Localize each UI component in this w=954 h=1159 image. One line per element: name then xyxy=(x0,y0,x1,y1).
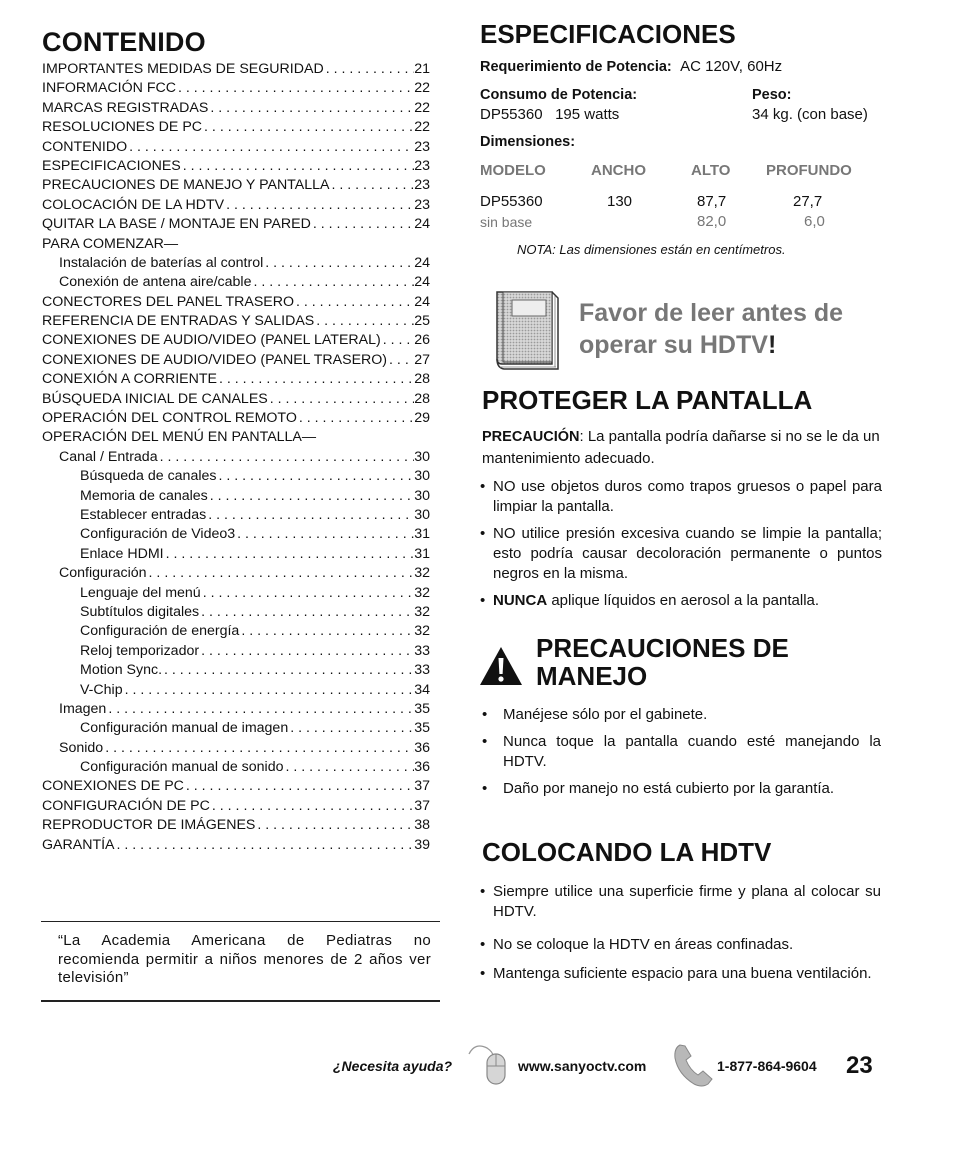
toc-entry-title: MARCAS REGISTRADAS xyxy=(42,99,209,116)
toc-dot-leader xyxy=(324,60,415,79)
toc-entry xyxy=(42,409,430,428)
toc-entry xyxy=(42,273,430,292)
toc-dot-leader xyxy=(181,157,414,176)
toc-entry-page: 22 xyxy=(414,119,430,136)
list-item: • Siempre utilice una superficie firme y plana al colocar su HDTV. xyxy=(482,882,881,922)
toc-dot-leader xyxy=(311,215,414,234)
toc-entry-page: 23 xyxy=(414,138,430,155)
toc-entry-title: CONEXIONES DE AUDIO/VIDEO (PANEL TRASERO) xyxy=(42,351,388,368)
toc-entry-title: Conexión de antena aire/cable xyxy=(59,274,252,291)
specifications-title: ESPECIFICACIONES xyxy=(480,19,736,49)
placing-list xyxy=(482,882,881,991)
read-note-exclamation: ! xyxy=(767,331,777,359)
toc-entry-title: CONTENIDO xyxy=(42,138,128,155)
note-label: NOTA xyxy=(517,242,553,257)
toc-dot-leader xyxy=(297,409,414,428)
toc-entry-title: V-Chip xyxy=(80,681,123,698)
toc-dot-leader xyxy=(314,312,414,331)
specifications-section xyxy=(480,19,900,257)
toc-entry-page: 33 xyxy=(414,662,430,679)
col-alto: ALTO xyxy=(691,162,731,179)
row2-model: sin base xyxy=(480,214,533,230)
book-icon xyxy=(494,290,564,372)
list-item: • Manéjese sólo por el gabinete. xyxy=(482,705,881,725)
page-number: 23 xyxy=(846,1052,873,1079)
help-text: ¿Necesita ayuda? xyxy=(333,1058,453,1074)
toc-entry xyxy=(42,176,430,195)
toc-dot-leader xyxy=(199,603,414,622)
list-item: • NO use objetos duros como trapos gruesos o papel para limpiar la pantalla. xyxy=(482,477,882,517)
toc-entry xyxy=(42,390,430,409)
toc-entry-title: INFORMACIÓN FCC xyxy=(42,80,176,97)
toc-entry xyxy=(42,816,430,835)
toc-entry-page: 24 xyxy=(414,274,430,291)
toc-entry-title: Reloj temporizador xyxy=(80,642,200,659)
toc-entry-title: BÚSQUEDA INICIAL DE CANALES xyxy=(42,390,268,407)
toc-entry-page: 24 xyxy=(414,293,430,310)
toc-entry xyxy=(42,215,430,234)
toc-entry xyxy=(42,622,430,641)
toc-entry-title: OPERACIÓN DEL MENÚ EN PANTALLA— xyxy=(42,429,317,446)
toc-entry-title: OPERACIÓN DEL CONTROL REMOTO xyxy=(42,410,297,427)
caution-text: : La pantalla podría dañarse si no se le da un mantenimiento adecuado. xyxy=(482,428,880,467)
toc-entry-page: 34 xyxy=(414,681,430,698)
consumption-value: 195 watts xyxy=(555,106,620,123)
toc-dot-leader xyxy=(235,525,414,544)
toc-title: CONTENIDO xyxy=(42,27,206,57)
toc-entry xyxy=(42,758,430,777)
toc-entry-title: Instalación de baterías al control xyxy=(59,254,264,271)
toc-entry-title: CONEXIÓN A CORRIENTE xyxy=(42,371,218,388)
toc-entry xyxy=(42,467,430,486)
toc-entry xyxy=(42,487,430,506)
handling-title-line1: PRECAUCIONES DE xyxy=(536,633,789,663)
toc-entry-title: Lenguaje del menú xyxy=(80,584,201,601)
list-item: • Nunca toque la pantalla cuando esté manejando la HDTV. xyxy=(482,732,881,772)
toc-entry xyxy=(42,79,430,98)
col-ancho: ANCHO xyxy=(591,162,646,179)
toc-entry-page: 35 xyxy=(414,720,430,737)
list-item: • Daño por manejo no está cubierto por la garantía. xyxy=(482,779,881,799)
toc-entry-page: 38 xyxy=(414,817,430,834)
toc-entry-page: 28 xyxy=(414,390,430,407)
toc-dot-leader xyxy=(158,448,415,467)
toc-entry xyxy=(42,545,430,564)
toc-dot-leader xyxy=(381,331,414,350)
toc-entry-title: GARANTÍA xyxy=(42,836,115,853)
toc-dot-leader xyxy=(115,836,415,855)
toc-dot-leader xyxy=(216,467,414,486)
toc-entry xyxy=(42,448,430,467)
toc-entry xyxy=(42,370,430,389)
toc-entry-title: Configuración xyxy=(59,565,147,582)
placing-title: COLOCANDO LA HDTV xyxy=(482,837,772,867)
list-item: • NO utilice presión excesiva cuando se limpie la pantalla; esto podría causar decoloración permanente o puntos negros en la misma. xyxy=(482,524,882,584)
toc-entry xyxy=(42,60,430,79)
toc-dot-leader xyxy=(268,390,414,409)
toc-entry-title: Configuración manual de imagen xyxy=(80,720,289,737)
protect-screen-section xyxy=(482,386,882,618)
toc-entry-title: Subtítulos digitales xyxy=(80,603,200,620)
toc-entry-title: CONFIGURACIÓN DE PC xyxy=(42,797,210,814)
toc-dot-leader xyxy=(201,584,415,603)
toc-dot-leader xyxy=(284,758,415,777)
toc-entry xyxy=(42,118,430,137)
power-label: Requerimiento de Potencia: xyxy=(480,59,672,75)
toc-entry-title: QUITAR LA BASE / MONTAJE EN PARED xyxy=(42,216,311,233)
toc-entry xyxy=(42,739,430,758)
toc-dot-leader xyxy=(263,254,414,273)
toc-entry-page: 30 xyxy=(414,487,430,504)
toc-dot-leader xyxy=(162,661,414,680)
caution-label: PRECAUCIÓN xyxy=(482,429,580,445)
toc-entry-page: 26 xyxy=(414,332,430,349)
toc-entry-page: 24 xyxy=(414,216,430,233)
toc-entry xyxy=(42,777,430,796)
toc-dot-leader xyxy=(224,196,414,215)
placing-section xyxy=(482,837,882,982)
consumption-model: DP55360 xyxy=(480,106,543,123)
phone-number[interactable]: 1-877-864-9604 xyxy=(717,1058,817,1074)
toc-entry-page: 30 xyxy=(414,448,430,465)
toc-entry-title: RESOLUCIONES DE PC xyxy=(42,119,203,136)
website-link[interactable]: www.sanyoctv.com xyxy=(518,1058,647,1074)
toc-entry xyxy=(42,312,430,331)
consumption-row xyxy=(480,106,619,123)
toc-entry-page: 21 xyxy=(414,61,430,77)
handling-title-line2: MANEJO xyxy=(536,661,648,691)
toc-entry-page: 35 xyxy=(414,700,430,717)
col-modelo: MODELO xyxy=(480,162,546,179)
never-text: aplique líquidos en aerosol a la pantalla. xyxy=(547,592,820,609)
toc-entry xyxy=(42,661,430,680)
power-requirement xyxy=(480,58,782,75)
toc-dot-leader xyxy=(294,293,414,312)
row1-depth: 27,7 xyxy=(793,193,823,210)
list-item: • No se coloque la HDTV en áreas confinadas. xyxy=(482,935,881,955)
toc-dot-leader xyxy=(239,622,414,641)
toc-entry-title: Configuración de Video3 xyxy=(80,526,236,543)
handling-list xyxy=(482,705,881,806)
toc-dot-leader xyxy=(103,739,414,758)
table-of-contents xyxy=(42,28,430,855)
toc-dot-leader xyxy=(199,642,414,661)
toc-entry xyxy=(42,506,430,525)
toc-entry-page: 22 xyxy=(414,99,430,116)
toc-entry-title: Memoria de canales xyxy=(80,487,208,504)
toc-entry xyxy=(42,700,430,719)
toc-entry-page: 32 xyxy=(414,565,430,582)
toc-entry-page: 36 xyxy=(414,739,430,756)
toc-entry-page: 37 xyxy=(414,797,430,814)
toc-entry xyxy=(42,138,430,157)
toc-dot-leader xyxy=(123,681,415,700)
consumption-label: Consumo de Potencia: xyxy=(480,87,638,103)
toc-entry-page: 23 xyxy=(414,196,430,213)
toc-dot-leader xyxy=(217,370,414,389)
toc-entry-title: Motion Sync. xyxy=(80,662,163,679)
weight-value: 34 kg. (con base) xyxy=(752,106,868,123)
toc-entry-title: CONEXIONES DE PC xyxy=(42,778,184,795)
toc-entry-title: IMPORTANTES MEDIDAS DE SEGURIDAD xyxy=(42,61,324,77)
phone-icon xyxy=(672,1042,716,1093)
toc-entry-page: 36 xyxy=(414,759,430,776)
toc-entry xyxy=(42,254,430,273)
toc-entry-page: 29 xyxy=(414,410,430,427)
toc-entry-page: 24 xyxy=(414,254,430,271)
note-text: : Las dimensiones están en centímetros. xyxy=(552,242,786,257)
toc-entry-page: 23 xyxy=(414,177,430,194)
toc-entry-title: Imagen xyxy=(59,700,107,717)
toc-dot-leader xyxy=(288,719,414,738)
toc-entry-title: Búsqueda de canales xyxy=(80,468,217,485)
toc-entry-page: 27 xyxy=(414,351,430,368)
row2-depth: 6,0 xyxy=(804,213,825,230)
col-profundo: PROFUNDO xyxy=(766,162,852,179)
row1-width: 130 xyxy=(607,193,633,210)
toc-entry xyxy=(42,331,430,350)
toc-entry xyxy=(42,681,430,700)
row1-model: DP55360 xyxy=(480,193,543,210)
toc-entry-title: Canal / Entrada xyxy=(59,448,158,465)
toc-entry-page: 31 xyxy=(414,545,430,562)
weight-label: Peso: xyxy=(752,87,792,103)
toc-entry-title: ESPECIFICACIONES xyxy=(42,157,181,174)
toc-entry-page: 31 xyxy=(414,526,430,543)
toc-entry xyxy=(42,642,430,661)
never-label: NUNCA xyxy=(493,592,548,609)
toc-dot-leader xyxy=(164,545,415,564)
list-item xyxy=(482,591,882,611)
toc-entry-title: Configuración manual de sonido xyxy=(80,759,284,776)
toc-entry-title: REFERENCIA DE ENTRADAS Y SALIDAS xyxy=(42,313,315,330)
toc-entry-title: Enlace HDMI xyxy=(80,545,164,562)
protect-title: PROTEGER LA PANTALLA xyxy=(482,385,813,415)
toc-entry xyxy=(42,428,430,447)
toc-list xyxy=(42,60,430,855)
toc-dot-leader xyxy=(127,138,414,157)
toc-entry-page: 32 xyxy=(414,603,430,620)
dimensions-note xyxy=(517,242,786,257)
toc-entry xyxy=(42,235,430,254)
toc-entry xyxy=(42,603,430,622)
row1-height: 87,7 xyxy=(697,193,727,210)
toc-entry-title: CONECTORES DEL PANEL TRASERO xyxy=(42,293,295,310)
toc-entry xyxy=(42,99,430,118)
read-before-operating-note xyxy=(579,297,899,361)
toc-dot-leader xyxy=(147,564,415,583)
toc-entry xyxy=(42,719,430,738)
toc-dot-leader xyxy=(330,176,415,195)
toc-entry-page: 30 xyxy=(414,468,430,485)
toc-dot-leader xyxy=(106,700,414,719)
toc-entry-title: PRECAUCIONES DE MANEJO Y PANTALLA xyxy=(42,177,330,194)
toc-entry xyxy=(42,584,430,603)
dimensions-label: Dimensiones: xyxy=(480,134,576,150)
row2-height: 82,0 xyxy=(697,213,727,230)
toc-dot-leader xyxy=(255,816,414,835)
toc-entry-page: 30 xyxy=(414,506,430,523)
toc-entry-page: 37 xyxy=(414,778,430,795)
toc-entry xyxy=(42,196,430,215)
toc-entry-title: CONEXIONES DE AUDIO/VIDEO (PANEL LATERAL) xyxy=(42,332,381,349)
toc-entry-page: 25 xyxy=(414,313,430,330)
toc-dot-leader xyxy=(202,118,414,137)
toc-entry-page: 32 xyxy=(414,584,430,601)
toc-entry xyxy=(42,351,430,370)
power-value: AC 120V, 60Hz xyxy=(680,58,783,75)
read-note-text: Favor de leer antes de operar su HDTV xyxy=(579,299,844,359)
toc-entry-title: PARA COMENZAR— xyxy=(42,235,179,252)
pediatrics-quote: “La Academia Americana de Pediatras no recomienda permitir a niños menores de 2 años ver televisión” xyxy=(58,932,431,986)
protect-list xyxy=(482,477,882,611)
toc-entry-page: 23 xyxy=(414,157,430,174)
page-footer xyxy=(0,1040,954,1090)
pediatrics-quote-box xyxy=(41,921,440,1002)
toc-entry xyxy=(42,157,430,176)
list-item: • Mantenga suficiente espacio para una buena ventilación. xyxy=(482,964,881,984)
toc-dot-leader xyxy=(184,777,414,796)
toc-entry-page: 32 xyxy=(414,623,430,640)
toc-dot-leader xyxy=(208,99,414,118)
warning-icon xyxy=(479,646,523,691)
toc-dot-leader xyxy=(210,797,414,816)
toc-entry-title: Sonido xyxy=(59,739,104,756)
toc-entry xyxy=(42,836,430,855)
toc-entry-title: Configuración de energía xyxy=(80,623,240,640)
toc-dot-leader xyxy=(206,506,414,525)
toc-entry-page: 39 xyxy=(414,836,430,853)
toc-dot-leader xyxy=(387,351,414,370)
toc-entry xyxy=(42,293,430,312)
toc-dot-leader xyxy=(208,487,414,506)
toc-entry-title: COLOCACIÓN DE LA HDTV xyxy=(42,196,225,213)
toc-entry xyxy=(42,564,430,583)
toc-dot-leader xyxy=(176,79,414,98)
toc-entry-title: Establecer entradas xyxy=(80,506,207,523)
handling-title xyxy=(536,634,876,690)
toc-entry-page: 22 xyxy=(414,80,430,97)
toc-entry-page: 33 xyxy=(414,642,430,659)
toc-entry xyxy=(42,797,430,816)
protect-caution xyxy=(482,426,882,469)
toc-entry xyxy=(42,525,430,544)
mouse-icon xyxy=(467,1040,515,1093)
toc-entry-page: 28 xyxy=(414,371,430,388)
toc-entry-title: REPRODUCTOR DE IMÁGENES xyxy=(42,817,256,834)
toc-dot-leader xyxy=(251,273,414,292)
